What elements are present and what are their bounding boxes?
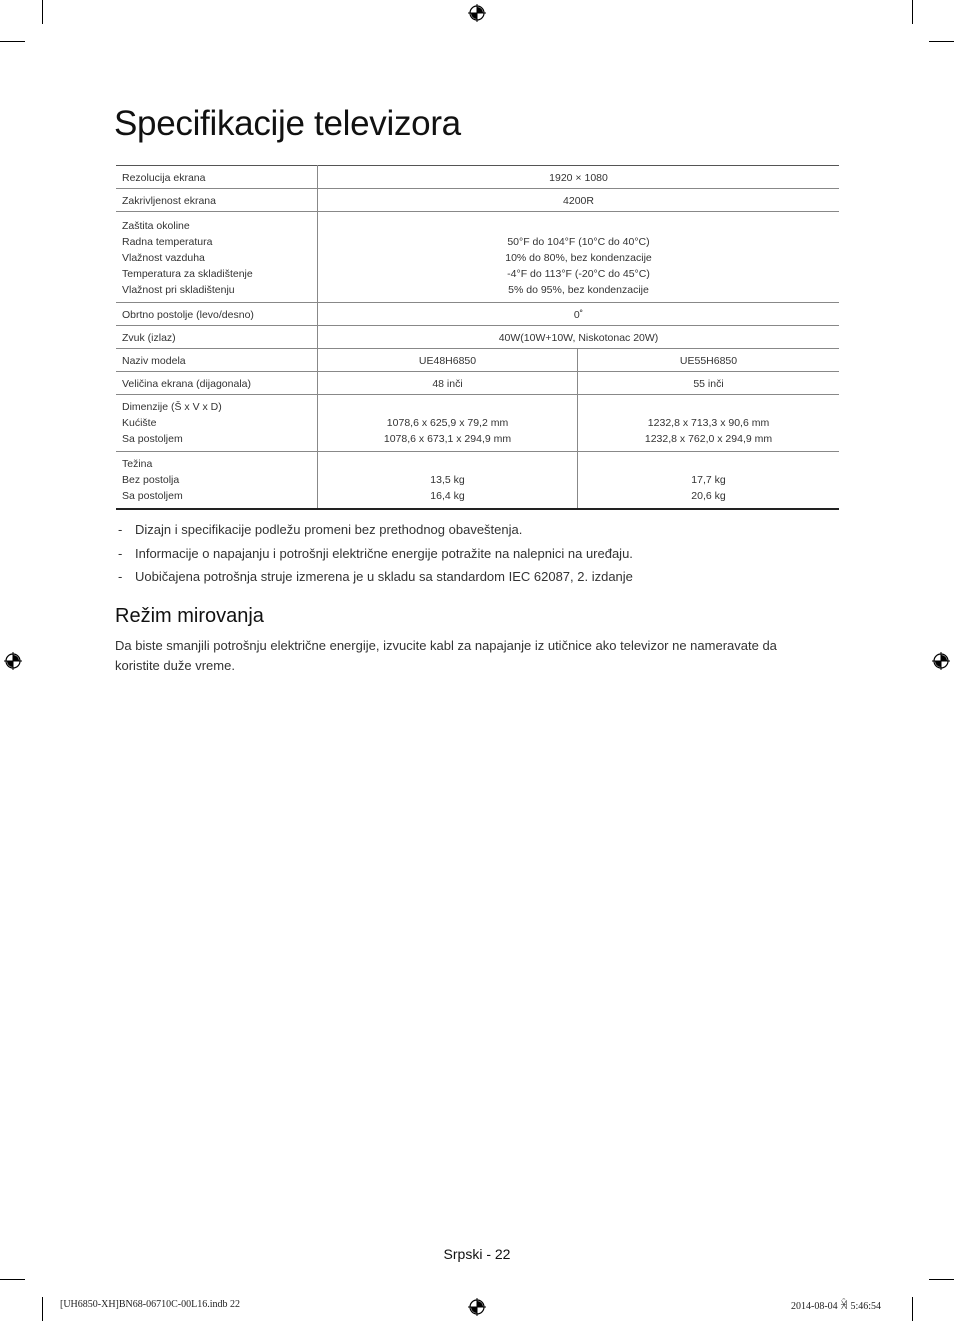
crop-mark	[929, 1279, 954, 1280]
bullet-dash: -	[118, 522, 123, 537]
spec-value-line: 16,4 kg	[430, 490, 465, 502]
spec-value-line: 1078,6 x 625,9 x 79,2 mm	[386, 417, 509, 429]
spec-label: Naziv modela	[116, 349, 318, 372]
crop-mark	[42, 1297, 43, 1321]
spec-value: 55 inči	[578, 372, 840, 395]
table-row	[116, 326, 839, 349]
spec-value: 1920 × 1080	[318, 166, 840, 189]
spec-label-line: Bez postolja	[122, 474, 180, 486]
spec-value-line: 13,5 kg	[430, 474, 465, 486]
list-item	[116, 544, 633, 568]
spec-value: 40W(10W+10W, Niskotonac 20W)	[318, 326, 840, 349]
table-row	[116, 395, 839, 452]
bullet-dash: -	[118, 545, 123, 561]
spec-value: UE55H6850	[578, 349, 840, 372]
list-item	[116, 567, 633, 591]
spec-label-line: Sa postoljem	[122, 490, 183, 502]
page-title: Specifikacije televizora	[114, 104, 461, 143]
spec-value-line: 1078,6 x 673,1 x 294,9 mm	[383, 433, 512, 445]
spec-label-line: Radna temperatura	[122, 236, 213, 248]
crop-mark	[929, 41, 954, 42]
footer-file-info: [UH6850-XH]BN68-06710C-00L16.indb 22	[60, 1299, 240, 1310]
spec-value: 48 inči	[318, 372, 578, 395]
spec-label: Rezolucija ekrana	[116, 166, 318, 189]
note-text: Informacije o napajanju i potrošnji električne energije potražite na nalepnici na uređaju.	[135, 545, 633, 561]
spec-label: Zakrivljenost ekrana	[116, 189, 318, 212]
spec-label-line: Sa postoljem	[122, 433, 183, 445]
list-item	[116, 520, 633, 544]
spec-value	[578, 452, 840, 510]
table-row	[116, 349, 839, 372]
note-text: Dizajn i specifikacije podležu promeni bez prethodnog obaveštenja.	[135, 522, 523, 537]
registration-mark-icon	[932, 652, 950, 670]
spec-value-line: 20,6 kg	[691, 490, 726, 502]
table-row	[116, 189, 839, 212]
page-number: Srpski - 22	[443, 1246, 511, 1262]
spec-value-line: -4°F do 113°F (-20°C do 45°C)	[507, 268, 650, 280]
spec-label: Veličina ekrana (dijagonala)	[116, 372, 318, 395]
crop-mark	[0, 41, 25, 42]
spec-label-line: Kućište	[122, 417, 157, 429]
notes-list	[116, 520, 633, 591]
spec-value	[578, 395, 840, 452]
spec-label-line: Zaštita okoline	[122, 220, 190, 232]
table-row	[116, 372, 839, 395]
spec-value	[318, 212, 840, 303]
spec-label	[116, 395, 318, 452]
spec-value	[318, 395, 578, 452]
spec-label-line: Temperatura za skladištenje	[122, 268, 253, 280]
spec-label	[116, 452, 318, 510]
footer-timestamp: 2014-08-04 ꈀ 5:46:54	[791, 1301, 882, 1312]
spec-label-line: Dimenzije (Š x V x D)	[122, 401, 222, 413]
spec-label-line: Vlažnost vazduha	[122, 252, 205, 264]
spec-value-line: 17,7 kg	[691, 474, 726, 486]
spec-value-line: 50°F do 104°F (10°C do 40°C)	[507, 236, 650, 248]
spec-table	[116, 165, 839, 510]
section-paragraph: Da biste smanjili potrošnju električne energije, izvucite kabl za napajanje iz utičnice ako televizor ne nameravate da koristite duže vreme.	[115, 638, 777, 673]
table-row	[116, 303, 839, 326]
spec-label	[116, 212, 318, 303]
spec-label-line: Težina	[122, 458, 153, 470]
spec-label-line: Vlažnost pri skladištenju	[122, 284, 235, 296]
crop-mark	[42, 0, 43, 24]
table-row	[116, 166, 839, 189]
registration-mark-icon	[468, 1298, 486, 1316]
bullet-dash: -	[118, 569, 123, 584]
crop-mark	[0, 1279, 25, 1280]
spec-value-line: 1232,8 x 762,0 x 294,9 mm	[644, 433, 773, 445]
section-heading: Režim mirovanja	[115, 605, 264, 627]
spec-value: 4200R	[318, 189, 840, 212]
registration-mark-icon	[468, 4, 486, 22]
spec-value	[318, 452, 578, 510]
spec-value-line: 10% do 80%, bez kondenzacije	[505, 252, 652, 264]
registration-mark-icon	[4, 652, 22, 670]
spec-label: Obrtno postolje (levo/desno)	[116, 303, 318, 326]
spec-value: 0˚	[318, 303, 840, 326]
spec-value-line: 1232,8 x 713,3 x 90,6 mm	[647, 417, 770, 429]
spec-value-line: 5% do 95%, bez kondenzacije	[508, 284, 649, 296]
crop-mark	[912, 0, 913, 24]
spec-label: Zvuk (izlaz)	[116, 326, 318, 349]
spec-value: UE48H6850	[318, 349, 578, 372]
table-row	[116, 212, 839, 303]
table-row	[116, 452, 839, 510]
note-text: Uobičajena potrošnja struje izmerena je u skladu sa standardom IEC 62087, 2. izdanje	[135, 569, 633, 584]
crop-mark	[912, 1297, 913, 1321]
